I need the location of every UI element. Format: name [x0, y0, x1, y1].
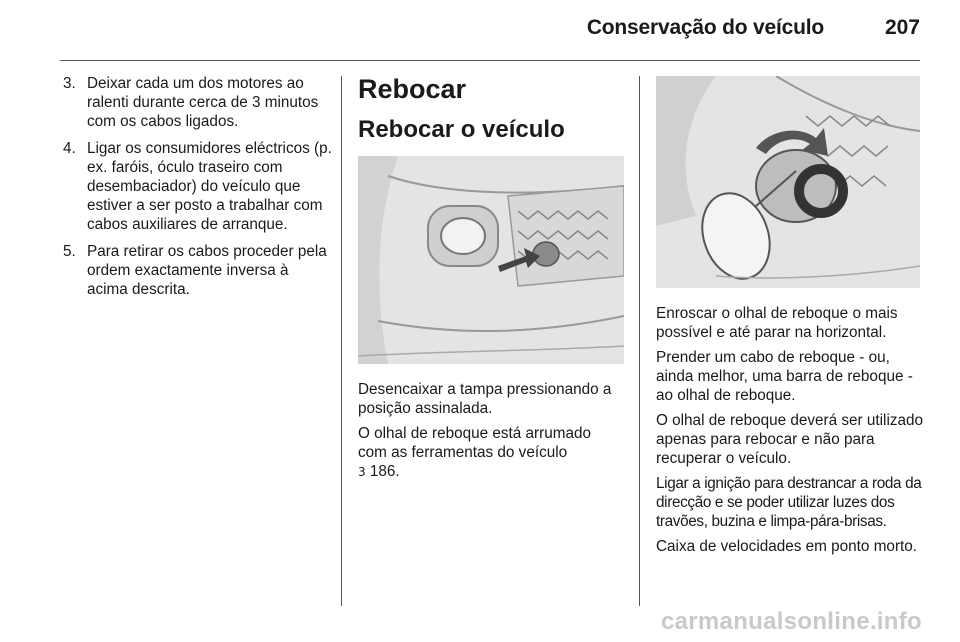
- paragraph: Caixa de velocidades em ponto morto.: [656, 538, 918, 555]
- page-header: [60, 0, 920, 61]
- column-divider-left: [341, 76, 342, 606]
- bumper-illustration: [358, 156, 624, 364]
- towing-eye-illustration: [656, 76, 920, 288]
- paragraph: O olhal de reboque está arrumado com as ferramentas do veículo: [358, 425, 592, 461]
- step-number: 5.: [63, 243, 76, 260]
- watermark: carmanualsonline.info: [660, 608, 922, 635]
- paragraph: Desencaixar a tampa pressionando a posição assinalada.: [358, 381, 612, 417]
- page-number: 207: [884, 16, 920, 39]
- steps-list: [63, 74, 333, 299]
- step-number: 3.: [63, 75, 76, 92]
- step-text: Ligar os consumidores eléctricos (p. ex. faróis, óculo traseiro com desembaciador) do veículo que estiver a ser posto a trabalhar com cabos auxiliares de arranque.: [87, 140, 332, 233]
- paragraph: Ligar a ignição para destrancar a roda da direcção e se poder utilizar luzes dos travões, buzina e limpa-pára-brisas.: [656, 475, 922, 530]
- figure-front-bumper: [358, 156, 624, 364]
- column-left: [63, 74, 333, 307]
- reference-page: 186.: [369, 463, 400, 480]
- page-title: Conservação do veículo: [586, 16, 824, 39]
- section-heading: Rebocar: [358, 74, 467, 104]
- list-item: [63, 139, 333, 234]
- list-item: [63, 242, 333, 299]
- section-subheading: Rebocar o veículo: [358, 116, 565, 143]
- figure-towing-eye: [656, 76, 920, 288]
- column-middle: [358, 74, 624, 488]
- instructions: [656, 304, 924, 556]
- step-text: Deixar cada um dos motores ao ralenti durante cerca de 3 minutos com os cabos ligados.: [87, 75, 319, 130]
- step-number: 4.: [63, 140, 76, 157]
- paragraph: Enroscar o olhal de reboque o mais possível e até parar na horizontal.: [656, 305, 898, 341]
- page-reference: [358, 462, 624, 482]
- paragraph: O olhal de reboque deverá ser utilizado apenas para rebocar e não para recuperar o veículo.: [656, 412, 924, 467]
- column-divider-right: [639, 76, 640, 606]
- reference-arrow-icon: 3: [358, 465, 366, 479]
- list-item: [63, 74, 333, 131]
- step-text: Para retirar os cabos proceder pela ordem exactamente inversa à acima descrita.: [87, 243, 327, 298]
- paragraph: Prender um cabo de reboque - ou, ainda melhor, uma barra de reboque - ao olhal de reboque.: [656, 349, 913, 404]
- column-right: [656, 74, 924, 562]
